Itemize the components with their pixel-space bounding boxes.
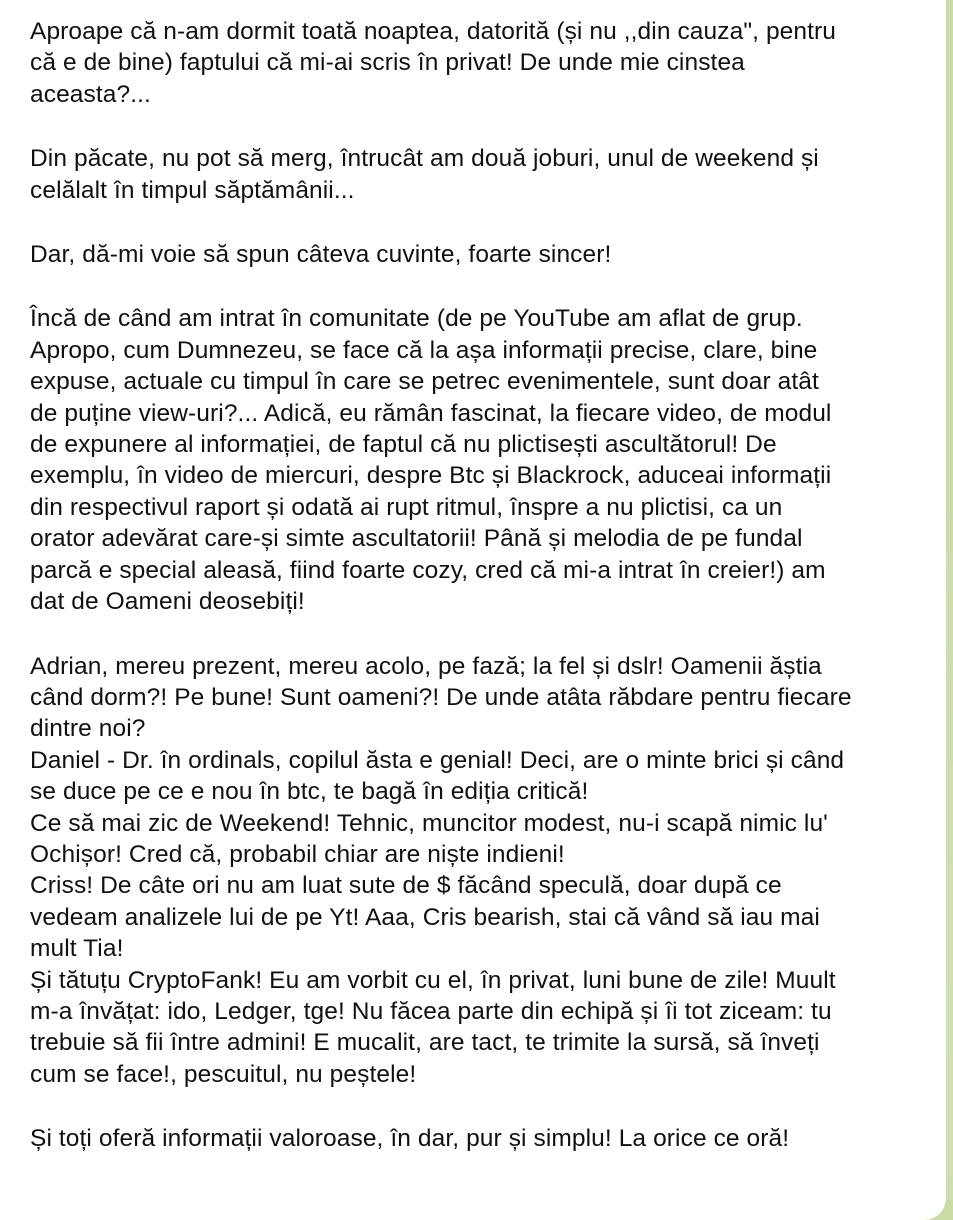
message-line: celălalt în timpul săptămânii... [30, 176, 355, 204]
message-line: exemplu, în video de miercuri, despre Btc și Blackrock, aduceai informații [30, 462, 832, 490]
message-line: dat de Oameni deosebiți! [30, 588, 305, 616]
message-line: vedeam analizele lui de pe Yt! Aaa, Cris bearish, stai că vând să iau mai [30, 903, 820, 931]
message-line: Ce să mai zic de Weekend! Tehnic, muncitor modest, nu-i scapă nimic lu' [30, 809, 828, 837]
message-line: Încă de când am intrat în comunitate (de pe YouTube am aflat de grup. [30, 305, 803, 333]
message-line: orator adevărat care-și simte ascultatorii! Până și melodia de pe fundal [30, 525, 803, 553]
message-line: Și toți oferă informații valoroase, în dar, pur și simplu! La orice ce oră! [30, 1125, 790, 1153]
message-line: dintre noi? [30, 715, 146, 743]
message-line: Din păcate, nu pot să merg, întrucât am două joburi, unul de weekend și [30, 145, 819, 173]
message-line: Și tătuțu CryptoFank! Eu am vorbit cu el, în privat, luni bune de zile! Muult [30, 966, 836, 994]
message-paragraph-3 [30, 239, 916, 270]
message-line: Apropo, cum Dumnezeu, se face că la așa informații precise, clare, bine [30, 336, 818, 364]
message-line: parcă e special aleasă, fiind foarte cozy, cred că mi-a intrat în creier!) am [30, 556, 826, 584]
message-line: expuse, actuale cu timpul în care se petrec evenimentele, sunt doar atât [30, 368, 819, 396]
message-line: că e de bine) faptului că mi-ai scris în privat! De unde mie cinstea [30, 49, 745, 77]
message-line: Ochișor! Cred că, probabil chiar are niște indieni! [30, 840, 565, 868]
message-paragraph-4 [30, 303, 916, 617]
message-line: Adrian, mereu prezent, mereu acolo, pe fază; la fel și dslr! Oamenii ăștia [30, 652, 822, 680]
message-line: din respectivul raport și odată ai rupt ritmul, înspre a nu plictisi, ca un [30, 493, 783, 521]
message-line: Dar, dă-mi voie să spun câteva cuvinte, foarte sincer! [30, 241, 612, 269]
message-line: mult Tia! [30, 935, 124, 963]
message-paragraph-1 [30, 16, 916, 110]
message-line: de puține view-uri?... Adică, eu rămân fascinat, la fiecare video, de modul [30, 399, 832, 427]
message-line: Criss! De câte ori nu am luat sute de $ făcând speculă, doar după ce [30, 872, 782, 900]
message-paragraph-2 [30, 143, 916, 206]
message-line: se duce pe ce e nou în btc, te bagă în ediția critică! [30, 778, 589, 806]
message-line: trebuie să fii între admini! E mucalit, are tact, te trimite la sursă, să înveți [30, 1029, 820, 1057]
message-line: Daniel - Dr. în ordinals, copilul ăsta e genial! Deci, are o minte brici și când [30, 746, 845, 774]
message-line: m-a învățat: ido, Ledger, tge! Nu făcea parte din echipă și îi tot ziceam: tu [30, 997, 832, 1025]
message-line: de expunere al informației, de faptul că nu plictisești ascultătorul! De [30, 431, 777, 459]
message-paragraph-6 [30, 1123, 916, 1154]
message-line: Aproape că n-am dormit toată noaptea, datorită (și nu ,,din cauza", pentru [30, 18, 837, 45]
message-paragraph-5 [30, 651, 916, 1091]
message-line: când dorm?! Pe bune! Sunt oameni?! De unde atâta răbdare pentru fiecare [30, 683, 852, 711]
message-line: aceasta?... [30, 80, 151, 108]
message-line: cum se face!, pescuitul, nu peștele! [30, 1060, 417, 1088]
